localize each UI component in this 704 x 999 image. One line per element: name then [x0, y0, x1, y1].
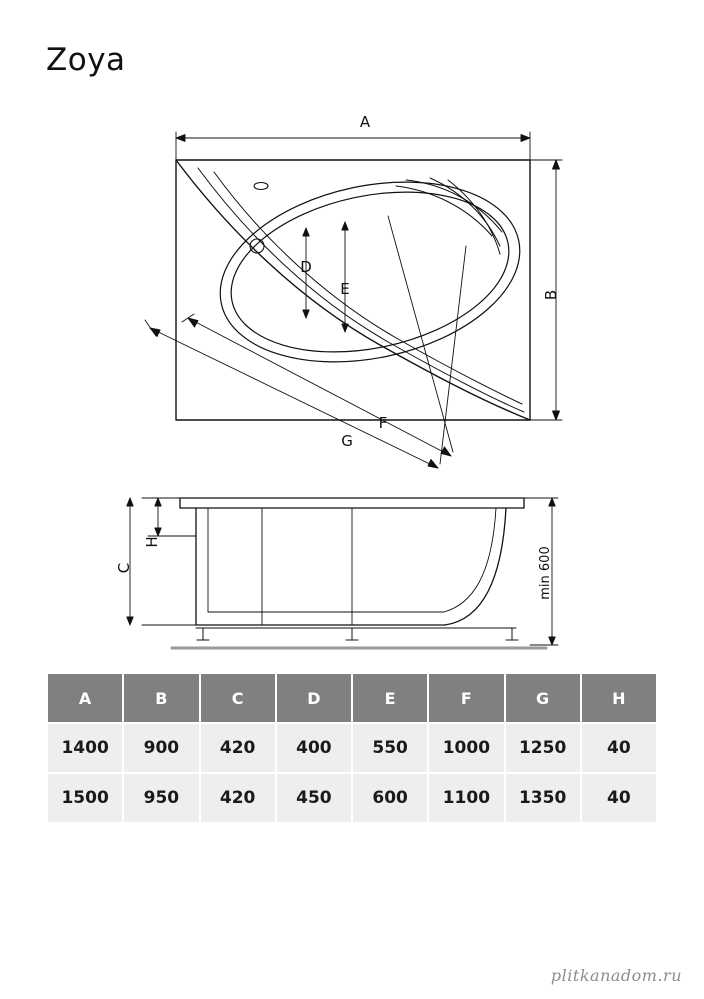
cell-f: 1000	[428, 723, 504, 773]
cell-d: 450	[276, 773, 352, 823]
dimension-g	[145, 246, 466, 468]
side-view-legs	[196, 628, 518, 640]
top-view-outline	[176, 160, 530, 420]
dimension-min-600	[524, 498, 558, 645]
page-title: Zoya	[46, 42, 126, 78]
drain-circle	[250, 239, 264, 253]
cell-d: 400	[276, 723, 352, 773]
column-header-h: H	[581, 673, 657, 723]
dimension-d	[303, 228, 309, 318]
label-c: C	[115, 562, 133, 574]
column-header-d: D	[276, 673, 352, 723]
label-g: G	[341, 432, 353, 450]
watermark: plitkanadom.ru	[550, 966, 682, 985]
cell-c: 420	[200, 723, 276, 773]
cell-e: 600	[352, 773, 428, 823]
table-header-row	[47, 673, 657, 723]
cell-h: 40	[581, 773, 657, 823]
bath-inner-well	[203, 156, 536, 387]
cell-f: 1100	[428, 773, 504, 823]
dimension-a	[176, 132, 530, 160]
side-view-outline	[180, 498, 524, 625]
label-min-600: min 600	[538, 546, 553, 600]
bath-rim-line	[198, 168, 524, 412]
cell-b: 900	[123, 723, 199, 773]
column-header-g: G	[505, 673, 581, 723]
cell-h: 40	[581, 723, 657, 773]
dimension-f	[182, 216, 453, 456]
column-header-a: A	[47, 673, 123, 723]
column-header-b: B	[123, 673, 199, 723]
table-row	[47, 723, 657, 773]
label-b: B	[542, 289, 560, 301]
dimension-b	[530, 160, 562, 420]
cell-g: 1350	[505, 773, 581, 823]
dimension-h	[148, 498, 196, 536]
label-a: A	[359, 113, 371, 131]
dimension-c	[127, 498, 196, 625]
table-row	[47, 773, 657, 823]
cell-a: 1400	[47, 723, 123, 773]
column-header-c: C	[200, 673, 276, 723]
overflow-hole	[254, 183, 268, 190]
column-header-e: E	[352, 673, 428, 723]
cell-c: 420	[200, 773, 276, 823]
label-d: D	[300, 258, 312, 276]
cell-b: 950	[123, 773, 199, 823]
cell-g: 1250	[505, 723, 581, 773]
label-f: F	[378, 414, 388, 432]
label-e: E	[340, 280, 350, 298]
column-header-f: F	[428, 673, 504, 723]
dimensions-table	[46, 672, 658, 824]
bath-outer-shape	[176, 160, 530, 420]
cell-e: 550	[352, 723, 428, 773]
cell-a: 1500	[47, 773, 123, 823]
label-h: H	[143, 536, 161, 548]
bath-headrest-curves	[396, 178, 502, 254]
dimension-e	[342, 222, 348, 332]
